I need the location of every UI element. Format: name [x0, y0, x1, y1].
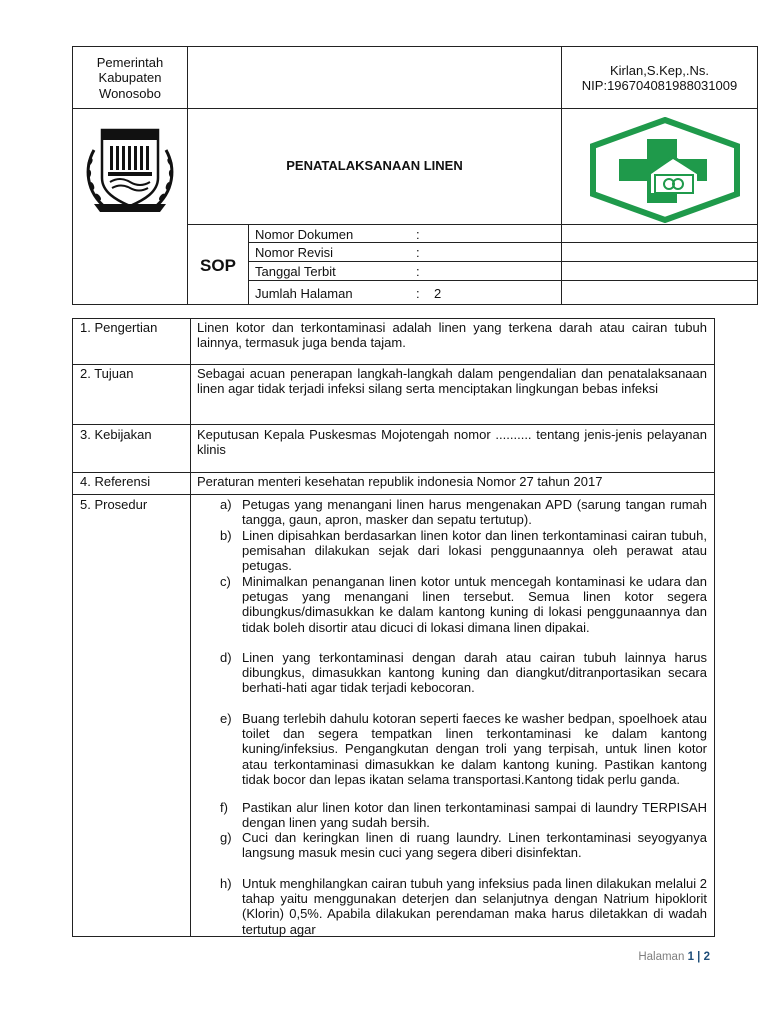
section-text-referensi: Peraturan menteri kesehatan republik indonesia Nomor 27 tahun 2017	[197, 474, 603, 489]
procedure-item-text: Linen yang terkontaminasi dengan darah atau cairan tubuh lainnya harus dibungkus, dimasukkan kantong kuning dan diangkut/ditranportasikan secara berhati-hati agar tidak terjadi kebocoran.	[242, 650, 707, 696]
doc-field-label: Jumlah Halaman	[255, 286, 353, 301]
doc-field-label: Tanggal Terbit	[255, 264, 336, 279]
procedure-item	[220, 497, 707, 527]
section-label-tujuan: 2. Tujuan	[80, 366, 134, 381]
procedure-item-letter: g)	[220, 830, 232, 845]
section-label-pengertian: 1. Pengertian	[80, 320, 158, 335]
signatory-name: Kirlan,S.Kep,.Ns.	[610, 63, 709, 78]
footer-label: Halaman	[638, 951, 685, 963]
procedure-item	[220, 528, 707, 573]
procedure-item-letter: d)	[220, 650, 232, 665]
procedure-item-letter: c)	[220, 574, 231, 589]
doc-field-label: Nomor Dokumen	[255, 227, 354, 242]
procedure-item	[220, 574, 707, 649]
section-label-referensi: 4. Referensi	[80, 474, 151, 489]
procedure-item-letter: a)	[220, 497, 232, 512]
footer-total-pages: 2	[703, 951, 710, 963]
procedure-item	[220, 711, 707, 801]
procedure-item-text: Minimalkan penanganan linen kotor untuk mencegah kontaminasi ke udara dan petugas yang menangani linen tersebut. Semua linen kotor segera dibungkus/dimasukkan ke dalam kantong kuning di lokasi penggunaannya dan tidak boleh disortir atau dicuci di lokasi dimana linen dipakai.	[242, 574, 707, 635]
signatory-nip: NIP:196704081988031009	[581, 78, 738, 93]
page-footer	[560, 949, 710, 965]
procedure-item-text: Untuk menghilangkan cairan tubuh yang infeksius pada linen dilakukan melalui 2 tahap yaitu menggunakan deterjen dan selanjutnya dengan Natrium hipoklorit (Klorin) 0,5%. Apabila dilakukan perendaman maka harus diletakkan di wadah tertutup agar	[242, 876, 707, 937]
doc-field-sep: :	[416, 264, 420, 279]
government-name-line-1: Pemerintah	[96, 55, 164, 70]
section-label-prosedur: 5. Prosedur	[80, 497, 148, 512]
government-name-line-2: Kabupaten	[98, 70, 162, 85]
procedure-item-letter: b)	[220, 528, 232, 543]
procedure-item	[220, 800, 707, 830]
procedure-item-text: Petugas yang menangani linen harus mengenakan APD (sarung tangan rumah tangga, gaun, apron, masker dan sepatu tertutup).	[242, 497, 707, 528]
doc-field-value: 2	[434, 286, 442, 301]
doc-field-sep: :	[416, 227, 420, 242]
doc-field-sep: :	[416, 286, 420, 301]
procedure-item-letter: h)	[220, 876, 232, 891]
procedure-item-text: Buang terlebih dahulu kotoran seperti faeces ke washer bedpan, spoelhoek atau toilet dan segera tempatkan linen terkontaminasi ke dalam kantong kuning/infeksius. Pengangkutan dengan troli yang terpisah, untuk linen kotor atau terkontaminasi dimasukkan ke dalam kantong kuning. Pastikan kantong tidak bocor dan lepas ikatan selama transportasi.Kantong tidak perlu ganda.	[242, 711, 707, 787]
procedure-item	[220, 876, 707, 936]
procedure-item-text: Pastikan alur linen kotor dan linen terkontaminasi sampai di laundry TERPISAH dengan linen yang sudah bersih.	[242, 800, 707, 831]
wonosobo-emblem-icon	[80, 120, 180, 216]
puskesmas-logo-icon	[589, 117, 741, 223]
footer-separator: |	[697, 951, 701, 963]
doc-field-sep: :	[416, 245, 420, 260]
procedure-item-letter: f)	[220, 800, 228, 815]
section-text-pengertian: Linen kotor dan terkontaminasi adalah linen yang terkena darah atau cairan tubuh lainnya, termasuk juga benda tajam.	[197, 320, 707, 351]
section-text-tujuan: Sebagai acuan penerapan langkah-langkah dalam pengendalian dan penatalaksanaan linen agar tidak terjadi infeksi silang serta menciptakan lingkungan bebas infeksi	[197, 366, 707, 397]
doc-field-label: Nomor Revisi	[255, 245, 334, 260]
procedure-item-text: Cuci dan keringkan linen di ruang laundry. Linen terkontaminasi seyogyanya langsung masuk mesin cuci yang segera diberi disinfektan.	[242, 830, 707, 861]
section-text-kebijakan: Keputusan Kepala Puskesmas Mojotengah nomor .......... tentang jenis-jenis pelayanan klinis	[197, 427, 707, 458]
procedure-item	[220, 650, 707, 710]
sop-label: SOP	[200, 256, 236, 275]
document-title: PENATALAKSANAAN LINEN	[286, 158, 463, 173]
government-name-line-3: Wonosobo	[99, 86, 161, 101]
procedure-item	[220, 830, 707, 875]
section-label-kebijakan: 3. Kebijakan	[80, 427, 152, 442]
procedure-item-letter: e)	[220, 711, 232, 726]
footer-current-page: 1	[687, 951, 694, 963]
procedure-item-text: Linen dipisahkan berdasarkan linen kotor dan linen terkontaminasi cairan tubuh, pemisahan dilakukan sejak dari lokasi penggunaannya oleh perawat atau petugas.	[242, 528, 707, 574]
